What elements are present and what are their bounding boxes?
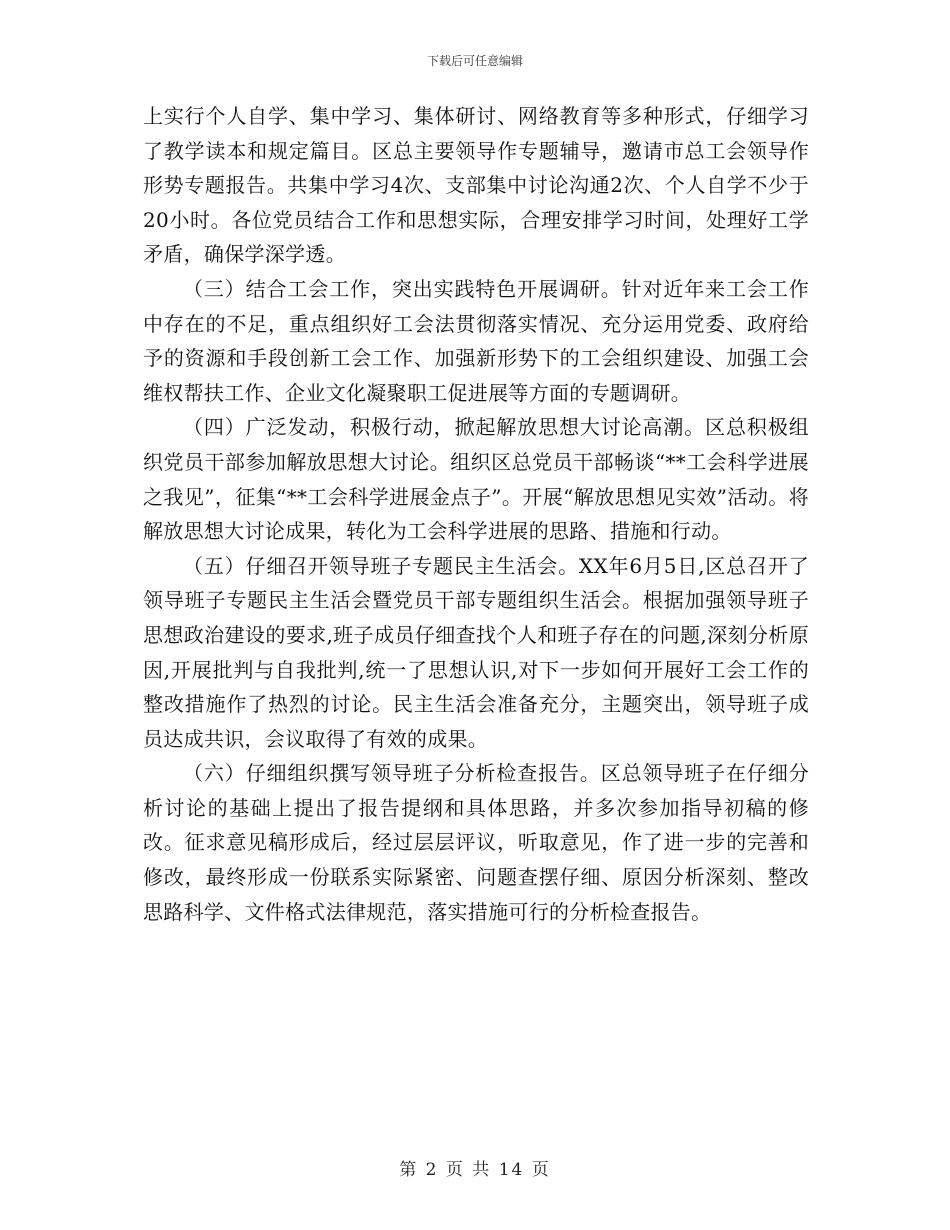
paragraph-report: （六）仔细组织撰写领导班子分析检查报告。区总领导班子在仔细分析讨论的基础上提出了报告提纲和具体思路，并多次参加指导初稿的修改。征求意见稿形成后，经过层层评议，听取意见，作了进一步的完善和修改，最终形成一份联系实际紧密、问题查摆仔细、原因分析深刻、整改思路科学、文件格式法律规范，落实措施可行的分析检查报告。 bbox=[143, 761, 809, 924]
paragraph-continuation: 上实行个人自学、集中学习、集体研讨、网络教育等多种形式，仔细学习了教学读本和规定篇目。区总主要领导作专题辅导，邀请市总工会领导作形势专题报告。共集中学习4次、支部集中讨论沟通2次、个人自学不少于20小时。各位党员结合工作和思想实际，合理安排学习时间，处理好工学矛盾，确保学深学透。 bbox=[143, 104, 809, 267]
paragraph-discussion: （四）广泛发动，积极行动，掀起解放思想大讨论高潮。区总积极组织党员干部参加解放思想大讨论。组织区总党员干部畅谈“**工会科学进展之我见”，征集“**工会科学进展金点子”。开展“解放思想见实效”活动。将解放思想大讨论成果，转化为工会科学进展的思路、措施和行动。 bbox=[143, 415, 809, 544]
document-body bbox=[143, 99, 809, 929]
page-number-footer: 第 2 页 共 14 页 bbox=[399, 1160, 551, 1180]
paragraph-research: （三）结合工会工作，突出实践特色开展调研。针对近年来工会工作中存在的不足，重点组织好工会法贯彻落实情况、充分运用党委、政府给予的资源和手段创新工会工作、加强新形势下的工会组织建设、加强工会维权帮扶工作、企业文化凝聚职工促进展等方面的专题调研。 bbox=[143, 276, 809, 405]
page-header: 下载后可任意编辑 bbox=[426, 54, 523, 68]
paragraph-meeting: （五）仔细召开领导班子专题民主生活会。XX年6月5日,区总召开了领导班子专题民主生活会暨党员干部专题组织生活会。根据加强领导班子思想政治建设的要求,班子成员仔细查找个人和班子存在的问题,深刻分析原因,开展批判与自我批判,统一了思想认识,对下一步如何开展好工会工作的整改措施作了热烈的讨论。民主生活会准备充分，主题突出，领导班子成员达成共识，会议取得了有效的成果。 bbox=[143, 553, 809, 751]
